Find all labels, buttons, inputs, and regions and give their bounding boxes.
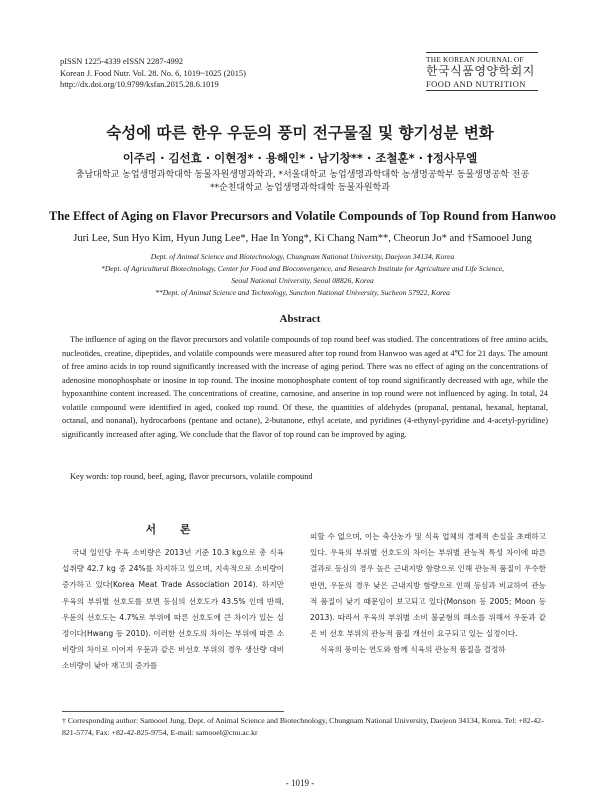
- english-affiliation-4: **Dept. of Animal Science and Technology, Sunchon National University, Sucheon 57922, Korea: [155, 288, 450, 297]
- korean-title: 숙성에 따른 한우 우둔의 풍미 전구물질 및 향기성분 변화: [106, 124, 494, 142]
- korean-affiliation-1: 충남대학교 농업생명과학대학 동물자원생명과학과, *서울대학교 농업생명과학대학 농생명공학부 동물생명공학 전공: [75, 170, 530, 180]
- intro-paragraph-2: 식육의 풍미는 연도와 함께 식육의 관능적 품질을 결정하: [320, 645, 506, 655]
- publication-info: [60, 56, 246, 91]
- citation-line: Korean J. Food Nutr. Vol. 28. No. 6, 1019~1025 (2015): [60, 68, 246, 78]
- journal-logo: [426, 52, 538, 91]
- intro-left-column: 국내 일인당 우육 소비량은 2013년 기준 10.3 kg으로 총 식육 섭취량 42.7 kg 중 24%를 차지하고 있으며, 지속적으로 소비량이 증가하고 있다(Korea Meat Trade Association 2014). 하지만 우육의 부위별 선호도를 보면 등심의 선호도가 43.5% 인데 반해, 우둔의 선호도는 4.7%로 부위에 따른 선호도에 큰 차이가 있는 실정이다(Hwang 등 2010). 이러한 선호도의 차이는 부위에 따른 소비량의 차이로 이어져 우둔과 같은 비선호 부위의 경우 생산량 대비 소비량이 낮아 재고의 증가를: [62, 548, 284, 671]
- english-title: The Effect of Aging on Flavor Precursors and Volatile Compounds of Top Round from Hanwoo: [48, 209, 556, 223]
- page-number: - 1019 -: [285, 778, 315, 788]
- english-affiliation-1: Dept. of Animal Science and Biotechnology, Chungnam National University, Daejeon 34134, Korea: [150, 252, 455, 261]
- english-affiliation-2: *Dept. of Agricultural Biotechnology, Center for Food and Bioconvergence, and Research Institute for Agriculture and Life Science,: [101, 264, 504, 273]
- korean-affiliation-2: **순천대학교 농업생명과학대학 동물자원학과: [210, 183, 390, 193]
- corresponding-author-footnote: † Corresponding author: Samooel Jung, Dept. of Animal Science and Biotechnology, Chungnam National University, Daejeon 34134, Korea. Tel: +82-42-821-5774, Fax: +82-42-825-9754, E-mail: samooel@cnu.ac.kr: [62, 716, 544, 737]
- english-affiliation-3: Seoul National University, Seoul 08826, Korea: [231, 276, 374, 285]
- journal-name-bottom: FOOD AND NUTRITION: [426, 79, 538, 91]
- doi-link[interactable]: http://dx.doi.org/10.9799/ksfan.2015.28.6.1019: [60, 80, 219, 89]
- english-authors: Juri Lee, Sun Hyo Kim, Hyun Jung Lee*, Hae In Yong*, Ki Chang Nam**, Cheorun Jo* and †Samooel Jung: [73, 233, 532, 244]
- intro-paragraph-1: 피할 수 없으며, 이는 축산농가 및 식육 업체의 경제적 손실을 초래하고 있다. 우육의 부위별 선호도의 차이는 부위별 관능적 특성 차이에 따른 결과로 등심의 경우 높은 근내지방 함량으로 인해 관능적 품질이 우수한 반면, 우둔의 경우 낮은 근내지방 함량으로 인해 등심과 비교하여 관능적 품질이 낮기 때문임이 보고되고 있다(Monson 등 2005; Moon 등 2013). 따라서 우육의 부위별 소비 불균형의 해소를 위해서 우둔과 같은 비 선호 부위의 관능적 품질 개선이 요구되고 있는 실정이다.: [310, 532, 546, 639]
- intro-right-column: [310, 529, 546, 659]
- journal-name-korean: 한국식품영양학회지: [426, 64, 535, 78]
- section-heading-introduction: 서 론: [145, 523, 201, 536]
- abstract-heading: Abstract: [279, 313, 321, 325]
- footnote-divider: [62, 711, 284, 712]
- abstract-body: The influence of aging on the flavor precursors and volatile compounds of top round beef was studied. The concentrations of free amino acids, nucleotides, creatine, dipeptides, and volatile compounds were measured after top round from Hanwoo was aged at 4℃ for 21 days. The amount of free amino acids in top round significantly increased with the increase of aging period. There was no effect of aging on the concentrations of adenosine monophosphate or inosine in top round. The inosine monophosphate content of top round significantly decreased with age, while the hypoxanthine content increased. The concentrations of creatine, carnosine, and anserine in top round were not influenced by aging. In total, 24 volatile compound were identified in aged, cooked top round. Of these, the quantities of aldehydes (propanal, pentanal, hexanal, heptanal, octanal, and nonanal), hydrocarbons (pentane and octane), 2-butanone, ethyl acetate, and pyridines (4-ethynyl-pyridine and 4-acetyl-pyridine) significantly increased after aging. We conclude that the flavor of top round can be improved by aging.: [62, 335, 549, 439]
- issn-line: pISSN 1225-4339 eISSN 2287-4992: [60, 57, 184, 66]
- keywords: Key words: top round, beef, aging, flavor precursors, volatile compound: [70, 472, 313, 481]
- korean-authors: 이주리 · 김선효 · 이현정* · 용해인* · 남기창** · 조철훈* · †정사무엘: [122, 151, 478, 165]
- journal-name-top: THE KOREAN JOURNAL OF: [426, 52, 538, 64]
